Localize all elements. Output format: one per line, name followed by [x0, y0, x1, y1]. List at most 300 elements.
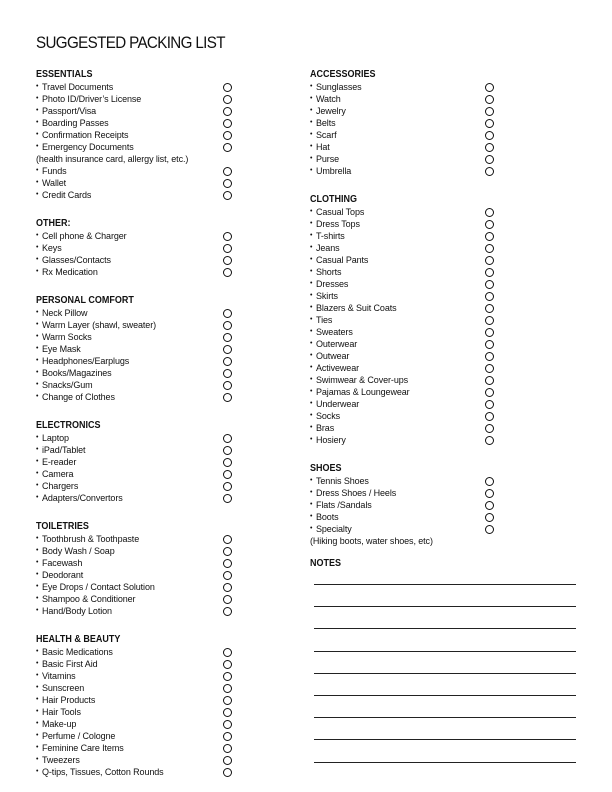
list-item: [36, 141, 232, 153]
checkbox-circle[interactable]: [223, 571, 232, 580]
list-item: [36, 444, 232, 456]
list-item: [310, 117, 494, 129]
bullet-icon: •: [36, 381, 39, 388]
checkbox-circle[interactable]: [485, 280, 494, 289]
list-item: [36, 319, 232, 331]
item-label: Belts: [316, 118, 336, 128]
item-label: Wallet: [42, 178, 67, 188]
checkbox-circle[interactable]: [485, 155, 494, 164]
checkbox-circle[interactable]: [223, 768, 232, 777]
checkbox-circle[interactable]: [485, 220, 494, 229]
item-label: E-reader: [42, 457, 77, 467]
bullet-icon: •: [310, 352, 313, 359]
notes-line[interactable]: [314, 695, 576, 696]
item-label: Shampoo & Conditioner: [42, 594, 136, 604]
list-item: [36, 557, 232, 569]
bullet-icon: •: [36, 696, 39, 703]
checkbox-circle[interactable]: [485, 256, 494, 265]
checkbox-circle[interactable]: [223, 179, 232, 188]
list-item: [36, 605, 232, 617]
item-label: Tennis Shoes: [316, 476, 369, 486]
bullet-icon: •: [310, 244, 313, 251]
bullet-icon: •: [36, 607, 39, 614]
checkbox-circle[interactable]: [485, 119, 494, 128]
checkbox-circle[interactable]: [223, 494, 232, 503]
bullet-icon: •: [36, 595, 39, 602]
checkbox-circle[interactable]: [223, 131, 232, 140]
section-toiletries: [36, 520, 232, 617]
item-label: Tweezers: [42, 755, 80, 765]
checkbox-circle[interactable]: [223, 732, 232, 741]
item-note: (health insurance card, allergy list, etc.): [36, 154, 189, 164]
item-label: Jewelry: [316, 106, 346, 116]
section-clothing: [310, 193, 494, 446]
bullet-icon: •: [36, 744, 39, 751]
list-item: [36, 569, 232, 581]
item-label: Body Wash / Soap: [42, 546, 115, 556]
list-item: [310, 386, 494, 398]
list-item: [310, 374, 494, 386]
checkbox-circle[interactable]: [485, 304, 494, 313]
list-item: [310, 254, 494, 266]
checkbox-circle[interactable]: [485, 268, 494, 277]
bullet-icon: •: [36, 482, 39, 489]
bullet-icon: •: [310, 388, 313, 395]
bullet-icon: •: [310, 268, 313, 275]
list-item: [36, 165, 232, 177]
item-label: Chargers: [42, 481, 79, 491]
checkbox-circle[interactable]: [485, 400, 494, 409]
item-label: Glasses/Contacts: [42, 255, 111, 265]
list-item: [36, 177, 232, 189]
item-label: Adapters/Convertors: [42, 493, 123, 503]
page-title: SUGGESTED PACKING LIST: [36, 34, 225, 52]
checkbox-circle[interactable]: [223, 333, 232, 342]
checkbox-circle[interactable]: [485, 364, 494, 373]
item-label: Books/Magazines: [42, 368, 112, 378]
list-item: [36, 105, 232, 117]
bullet-icon: •: [36, 167, 39, 174]
list-item: [310, 499, 494, 511]
bullet-icon: •: [310, 131, 313, 138]
item-label: Ties: [316, 315, 333, 325]
notes-line[interactable]: [314, 628, 576, 629]
item-label: Perfume / Cologne: [42, 731, 116, 741]
item-label: Camera: [42, 469, 74, 479]
list-item: [36, 533, 232, 545]
list-item: [310, 81, 494, 93]
bullet-icon: •: [310, 501, 313, 508]
checkbox-circle[interactable]: [485, 232, 494, 241]
item-label: Scarf: [316, 130, 337, 140]
bullet-icon: •: [36, 369, 39, 376]
item-label: Snacks/Gum: [42, 380, 93, 390]
list-item: [310, 218, 494, 230]
list-item: [36, 480, 232, 492]
notes-line[interactable]: [314, 651, 576, 652]
bullet-icon: •: [310, 316, 313, 323]
checkbox-circle[interactable]: [485, 513, 494, 522]
checkbox-circle[interactable]: [485, 292, 494, 301]
checkbox-circle[interactable]: [485, 436, 494, 445]
list-item: [36, 545, 232, 557]
list-item: [36, 129, 232, 141]
bullet-icon: •: [310, 436, 313, 443]
checkbox-circle[interactable]: [223, 660, 232, 669]
checkbox-circle[interactable]: [223, 381, 232, 390]
bullet-icon: •: [310, 424, 313, 431]
list-item: [36, 670, 232, 682]
checkbox-circle[interactable]: [223, 482, 232, 491]
notes-line[interactable]: [314, 606, 576, 607]
item-label: Casual Pants: [316, 255, 369, 265]
bullet-icon: •: [36, 256, 39, 263]
item-label: Headphones/Earplugs: [42, 356, 130, 366]
notes-line[interactable]: [314, 762, 576, 763]
item-label: Confirmation Receipts: [42, 130, 129, 140]
checkbox-circle[interactable]: [223, 684, 232, 693]
bullet-icon: •: [36, 458, 39, 465]
section-essentials: [36, 68, 232, 201]
list-item: [310, 410, 494, 422]
notes-line[interactable]: [314, 739, 576, 740]
checkbox-circle[interactable]: [223, 393, 232, 402]
bullet-icon: •: [36, 434, 39, 441]
list-item: [310, 153, 494, 165]
checkbox-circle[interactable]: [223, 167, 232, 176]
bullet-icon: •: [36, 107, 39, 114]
bullet-icon: •: [310, 107, 313, 114]
list-item: [36, 307, 232, 319]
bullet-icon: •: [36, 660, 39, 667]
checkbox-circle[interactable]: [223, 434, 232, 443]
checkbox-circle[interactable]: [485, 83, 494, 92]
checkbox-circle[interactable]: [223, 357, 232, 366]
item-label: Sunglasses: [316, 82, 362, 92]
list-item: [36, 117, 232, 129]
bullet-icon: •: [310, 143, 313, 150]
checkbox-circle[interactable]: [485, 376, 494, 385]
list-item: [310, 434, 494, 446]
bullet-icon: •: [310, 364, 313, 371]
notes-section: [310, 557, 576, 570]
checkbox-circle[interactable]: [485, 316, 494, 325]
list-item: [36, 93, 232, 105]
item-label: Funds: [42, 166, 67, 176]
item-label: Passport/Visa: [42, 106, 97, 116]
item-label: Flats /Sandals: [316, 500, 372, 510]
list-item: [36, 492, 232, 504]
bullet-icon: •: [36, 535, 39, 542]
section-heading: TOILETRIES: [36, 521, 89, 532]
checkbox-circle[interactable]: [485, 143, 494, 152]
checkbox-circle[interactable]: [485, 525, 494, 534]
item-label: Basic First Aid: [42, 659, 98, 669]
item-label: Hair Products: [42, 695, 96, 705]
item-label: Eye Mask: [42, 344, 81, 354]
checkbox-circle[interactable]: [485, 340, 494, 349]
bullet-icon: •: [310, 256, 313, 263]
checkbox-circle[interactable]: [223, 583, 232, 592]
bullet-icon: •: [310, 489, 313, 496]
right-column: [310, 68, 494, 547]
checkbox-circle[interactable]: [223, 309, 232, 318]
checkbox-circle[interactable]: [223, 756, 232, 765]
checkbox-circle[interactable]: [223, 446, 232, 455]
item-label: Vitamins: [42, 671, 76, 681]
checkbox-circle[interactable]: [223, 535, 232, 544]
list-item: [310, 165, 494, 177]
item-label: Jeans: [316, 243, 340, 253]
item-label: Basic Medications: [42, 647, 113, 657]
bullet-icon: •: [36, 119, 39, 126]
section-other: [36, 217, 232, 278]
list-item: [310, 487, 494, 499]
item-label: Rx Medication: [42, 267, 98, 277]
bullet-icon: •: [36, 143, 39, 150]
checkbox-circle[interactable]: [223, 143, 232, 152]
item-label: Facewash: [42, 558, 83, 568]
item-label: Swimwear & Cover-ups: [316, 375, 409, 385]
bullet-icon: •: [36, 494, 39, 501]
bullet-icon: •: [36, 672, 39, 679]
list-item: [310, 242, 494, 254]
bullet-icon: •: [36, 131, 39, 138]
list-item: [310, 475, 494, 487]
checkbox-circle[interactable]: [223, 256, 232, 265]
checkbox-circle[interactable]: [485, 489, 494, 498]
item-label: Activewear: [316, 363, 360, 373]
checkbox-circle[interactable]: [485, 501, 494, 510]
item-label: Dress Tops: [316, 219, 360, 229]
section-heading: PERSONAL COMFORT: [36, 295, 134, 306]
item-label: T-shirts: [316, 231, 345, 241]
bullet-icon: •: [310, 155, 313, 162]
list-item: [36, 581, 232, 593]
item-label: Skirts: [316, 291, 338, 301]
checkbox-circle[interactable]: [485, 412, 494, 421]
checkbox-circle[interactable]: [223, 321, 232, 330]
list-item: [36, 254, 232, 266]
list-item: [36, 266, 232, 278]
bullet-icon: •: [310, 525, 313, 532]
list-item: [310, 105, 494, 117]
item-label: Deodorant: [42, 570, 84, 580]
checkbox-circle[interactable]: [223, 458, 232, 467]
item-label: Q-tips, Tissues, Cotton Rounds: [42, 767, 164, 777]
item-label: Hand/Body Lotion: [42, 606, 112, 616]
section-heading: CLOTHING: [310, 194, 357, 205]
list-item: [310, 326, 494, 338]
checkbox-circle[interactable]: [485, 107, 494, 116]
item-label: Hair Tools: [42, 707, 81, 717]
item-label: iPad/Tablet: [42, 445, 86, 455]
list-item: [36, 432, 232, 444]
list-item: [36, 468, 232, 480]
item-label: Make-up: [42, 719, 77, 729]
item-label: Dress Shoes / Heels: [316, 488, 397, 498]
list-item: [36, 367, 232, 379]
checkbox-circle[interactable]: [223, 470, 232, 479]
checkbox-circle[interactable]: [223, 708, 232, 717]
section-health-beauty: [36, 633, 232, 778]
bullet-icon: •: [36, 95, 39, 102]
list-item: [36, 230, 232, 242]
list-item: [310, 278, 494, 290]
bullet-icon: •: [310, 328, 313, 335]
bullet-icon: •: [36, 571, 39, 578]
checkbox-circle[interactable]: [223, 244, 232, 253]
item-label: Purse: [316, 154, 340, 164]
checkbox-circle[interactable]: [223, 720, 232, 729]
list-item: [36, 706, 232, 718]
checkbox-circle[interactable]: [223, 232, 232, 241]
checkbox-circle[interactable]: [223, 607, 232, 616]
bullet-icon: •: [36, 732, 39, 739]
bullet-icon: •: [36, 83, 39, 90]
item-label: Blazers & Suit Coats: [316, 303, 397, 313]
checkbox-circle[interactable]: [485, 167, 494, 176]
item-label: Photo ID/Driver’s License: [42, 94, 142, 104]
bullet-icon: •: [310, 83, 313, 90]
list-item: [36, 646, 232, 658]
bullet-icon: •: [36, 179, 39, 186]
notes-line[interactable]: [314, 717, 576, 718]
bullet-icon: •: [36, 708, 39, 715]
bullet-icon: •: [36, 393, 39, 400]
checkbox-circle[interactable]: [485, 244, 494, 253]
checkbox-circle[interactable]: [223, 696, 232, 705]
checkbox-circle[interactable]: [485, 424, 494, 433]
list-item: [36, 730, 232, 742]
item-label: Dresses: [316, 279, 349, 289]
list-item: [36, 742, 232, 754]
checkbox-circle[interactable]: [485, 388, 494, 397]
item-label: Hosiery: [316, 435, 346, 445]
list-item: [310, 362, 494, 374]
bullet-icon: •: [36, 768, 39, 775]
list-item: [310, 129, 494, 141]
item-label: Cell phone & Charger: [42, 231, 127, 241]
bullet-icon: •: [36, 268, 39, 275]
item-label: Shorts: [316, 267, 342, 277]
notes-line[interactable]: [314, 673, 576, 674]
checkbox-circle[interactable]: [485, 477, 494, 486]
bullet-icon: •: [310, 119, 313, 126]
section-shoes: [310, 462, 494, 547]
checkbox-circle[interactable]: [485, 328, 494, 337]
item-label: Casual Tops: [316, 207, 365, 217]
item-label: Bras: [316, 423, 335, 433]
item-label: Underwear: [316, 399, 360, 409]
list-item: [310, 523, 494, 535]
checkbox-circle[interactable]: [223, 83, 232, 92]
list-item: [36, 694, 232, 706]
notes-heading: NOTES: [310, 558, 342, 569]
bullet-icon: •: [36, 756, 39, 763]
list-item: [310, 206, 494, 218]
item-label: Toothbrush & Toothpaste: [42, 534, 140, 544]
item-label: Umbrella: [316, 166, 352, 176]
checkbox-circle[interactable]: [485, 352, 494, 361]
bullet-icon: •: [310, 167, 313, 174]
list-item: [310, 230, 494, 242]
checkbox-circle[interactable]: [223, 744, 232, 753]
bullet-icon: •: [36, 648, 39, 655]
item-label: Keys: [42, 243, 62, 253]
list-item: [310, 266, 494, 278]
checkbox-circle[interactable]: [223, 547, 232, 556]
list-item: [310, 511, 494, 523]
checkbox-circle[interactable]: [223, 559, 232, 568]
item-label: Boarding Passes: [42, 118, 109, 128]
bullet-icon: •: [310, 412, 313, 419]
bullet-icon: •: [36, 357, 39, 364]
item-label: Specialty: [316, 524, 352, 534]
checkbox-circle[interactable]: [223, 191, 232, 200]
checkbox-circle[interactable]: [223, 369, 232, 378]
list-item: [36, 718, 232, 730]
bullet-icon: •: [36, 191, 39, 198]
list-item: [310, 141, 494, 153]
checkbox-circle[interactable]: [223, 107, 232, 116]
section-accessories: [310, 68, 494, 177]
item-label: Outwear: [316, 351, 350, 361]
list-item: [36, 355, 232, 367]
checkbox-circle[interactable]: [485, 95, 494, 104]
list-item: [36, 189, 232, 201]
list-item: [310, 350, 494, 362]
list-item: [310, 338, 494, 350]
checkbox-circle[interactable]: [223, 672, 232, 681]
list-item: [36, 391, 232, 403]
bullet-icon: •: [310, 220, 313, 227]
bullet-icon: •: [310, 376, 313, 383]
left-column: [36, 68, 232, 778]
checkbox-circle[interactable]: [485, 208, 494, 217]
item-label: Boots: [316, 512, 339, 522]
checkbox-circle[interactable]: [223, 648, 232, 657]
list-item: [36, 766, 232, 778]
list-item: [36, 456, 232, 468]
item-label: Warm Layer (shawl, sweater): [42, 320, 156, 330]
bullet-icon: •: [36, 720, 39, 727]
list-item: [36, 81, 232, 93]
item-label: Sweaters: [316, 327, 353, 337]
list-item: [310, 290, 494, 302]
checkbox-circle[interactable]: [223, 95, 232, 104]
bullet-icon: •: [310, 340, 313, 347]
item-label: Travel Documents: [42, 82, 114, 92]
bullet-icon: •: [310, 513, 313, 520]
checkbox-circle[interactable]: [485, 131, 494, 140]
checkbox-circle[interactable]: [223, 119, 232, 128]
notes-line[interactable]: [314, 584, 576, 585]
section-heading: OTHER:: [36, 218, 71, 229]
section-heading: ESSENTIALS: [36, 69, 93, 80]
list-item: [36, 331, 232, 343]
bullet-icon: •: [310, 477, 313, 484]
section-heading: ELECTRONICS: [36, 420, 101, 431]
bullet-icon: •: [36, 583, 39, 590]
item-label: Feminine Care Items: [42, 743, 124, 753]
checkbox-circle[interactable]: [223, 345, 232, 354]
list-item: [36, 682, 232, 694]
checkbox-circle[interactable]: [223, 268, 232, 277]
checkbox-circle[interactable]: [223, 595, 232, 604]
list-item: [310, 302, 494, 314]
item-label: Eye Drops / Contact Solution: [42, 582, 155, 592]
